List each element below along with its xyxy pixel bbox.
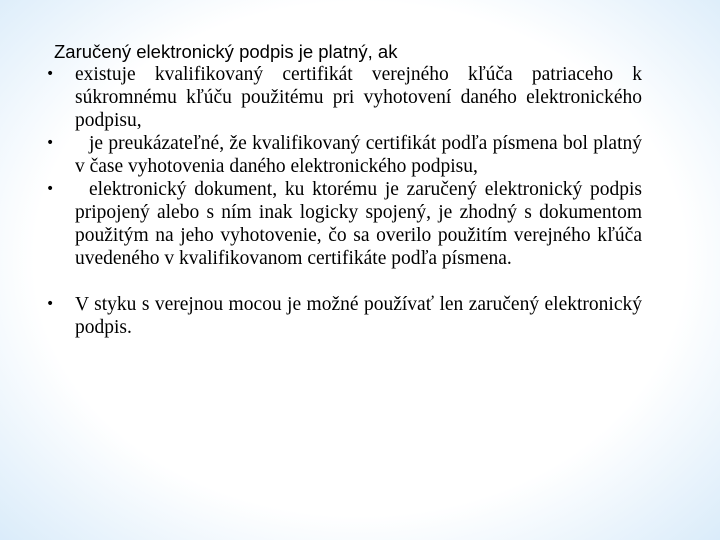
intro-text: Zaručený elektronický podpis je platný, ak bbox=[54, 41, 398, 62]
bullet-text-1: existuje kvalifikovaný certifikát verejného kľúča patriaceho k súkromnému kľúču použitému pri vyhotovení daného elektronického podpisu, bbox=[75, 64, 642, 131]
slide-content bbox=[46, 40, 642, 339]
bullet-item-3 bbox=[46, 178, 642, 270]
bullet-item-2 bbox=[46, 132, 642, 178]
bullet-text-2: je preukázateľné, že kvalifikovaný certifikát podľa písmena bol platný v čase vyhotovenia daného elektronického podpisu, bbox=[75, 133, 642, 177]
bullet-item-4 bbox=[46, 293, 642, 339]
bullet-icon: • bbox=[46, 135, 55, 151]
bullet-list bbox=[46, 63, 642, 339]
bullet-text-4: V styku s verejnou mocou je možné používať len zaručený elektronický podpis. bbox=[75, 294, 642, 338]
bullet-icon: • bbox=[46, 296, 55, 312]
bullet-icon: • bbox=[46, 66, 55, 82]
bullet-text-3: elektronický dokument, ku ktorému je zaručený elektronický podpis pripojený alebo s ním inak logicky spojený, je zhodný s dokumentom použitým na jeho vyhotovenie, čo sa overilo použitím verejného kľúča uvedeného v kvalifikovanom certifikáte podľa písmena. bbox=[75, 179, 642, 269]
bullet-icon: • bbox=[46, 181, 55, 197]
bullet-item-1 bbox=[46, 63, 642, 132]
